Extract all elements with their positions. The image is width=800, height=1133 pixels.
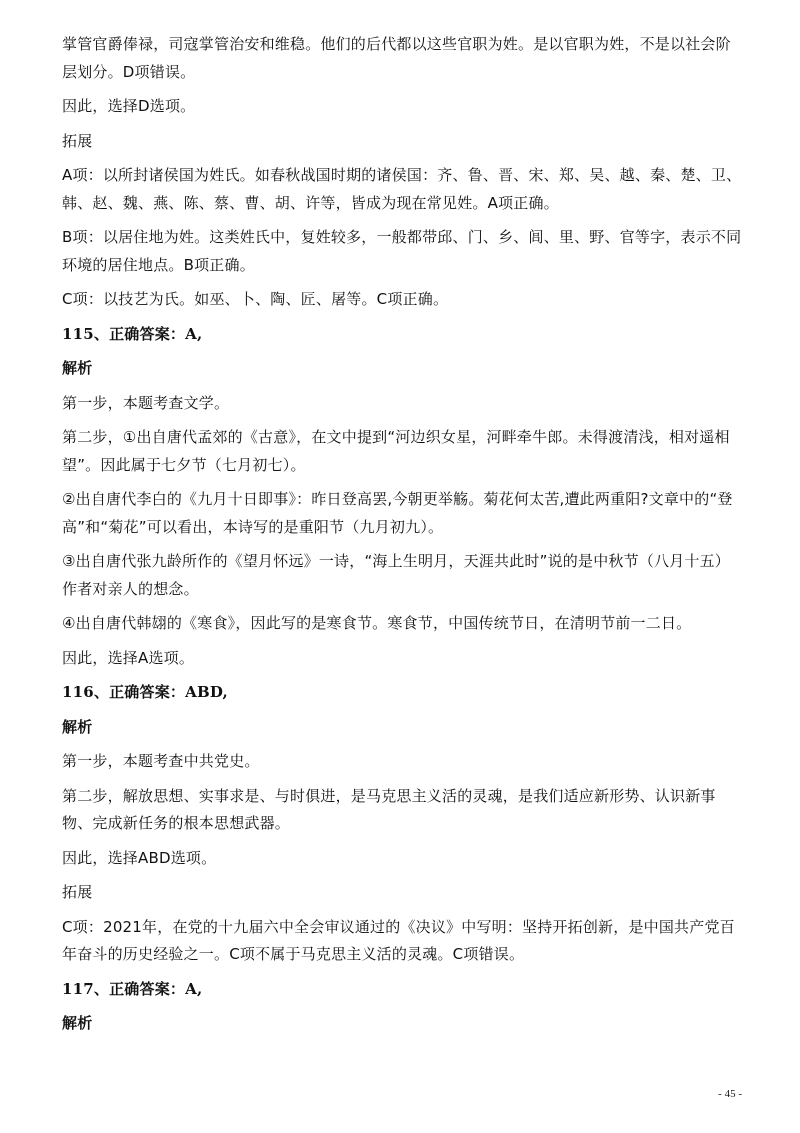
paragraph: 拓展 <box>62 131 93 150</box>
paragraph: ②出自唐代李白的《九月十日即事》：昨日登高罢,今朝更举觞。菊花何太苦,遭此两重阳?文章中的“登高”和“菊花”可以看出，本诗写的是重阳节（九月初九）。 <box>62 490 733 536</box>
paragraph: 因此，选择ABD选项。 <box>62 848 217 867</box>
paragraph: 拓展 <box>62 883 93 901</box>
paragraph: 第一步，本题考查中共党史。 <box>62 752 260 770</box>
paragraph: ③出自唐代张九龄所作的《望月怀远》一诗，“海上生明月，天涯共此时”说的是中秋节（八月十五）作者对亲人的想念。 <box>62 552 730 598</box>
answer-heading: 115、正确答案：A, <box>62 324 203 343</box>
document-page <box>62 31 742 1045</box>
answer-heading: 117、正确答案：A, <box>62 979 203 998</box>
paragraph: C项：2021年，在党的十九届六中全会审议通过的《决议》中写明：坚持开拓创新，是中国共产党百年奋斗的历史经验之一。C项不属于马克思主义活的灵魂。C项错误。 <box>62 917 735 963</box>
analysis-heading: 解析 <box>62 1014 93 1032</box>
paragraph: 掌管官爵俸禄，司寇掌管治安和维稳。他们的后代都以这些官职为姓。是以官职为姓，不是以社会阶层划分。D项错误。 <box>62 35 731 81</box>
paragraph: 第二步，①出自唐代孟郊的《古意》，在文中提到“河边织女星，河畔牵牛郎。未得渡清浅，相对遥相望”。因此属于七夕节（七月初七）。 <box>62 428 730 474</box>
answer-heading: 116、正确答案：ABD, <box>62 683 228 701</box>
paragraph: 因此，选择A选项。 <box>62 648 195 667</box>
paragraph: 第一步，本题考查文学。 <box>62 393 230 412</box>
paragraph: A项：以所封诸侯国为姓氏。如春秋战国时期的诸侯国：齐、鲁、晋、宋、郑、吴、越、秦、楚、卫、韩、赵、魏、燕、陈、蔡、曹、胡、许等，皆成为现在常见姓。A项正确。 <box>62 166 742 212</box>
analysis-heading: 解析 <box>62 359 93 377</box>
paragraph: 第二步，解放思想、实事求是、与时俱进，是马克思主义活的灵魂，是我们适应新形势、认识新事物、完成新任务的根本思想武器。 <box>62 786 716 832</box>
paragraph: 因此，选择D选项。 <box>62 97 196 115</box>
paragraph: B项：以居住地为姓。这类姓氏中，复姓较多，一般都带邱、门、乡、闾、里、野、官等字，表示不同环境的居住地点。B项正确。 <box>62 228 742 274</box>
paragraph: C项：以技艺为氏。如巫、卜、陶、匠、屠等。C项正确。 <box>62 290 449 308</box>
analysis-heading: 解析 <box>62 717 93 736</box>
paragraph: ④出自唐代韩翃的《寒食》，因此写的是寒食节。寒食节，中国传统节日，在清明节前一二日。 <box>62 614 692 632</box>
page-number: - 45 - <box>718 1088 742 1100</box>
